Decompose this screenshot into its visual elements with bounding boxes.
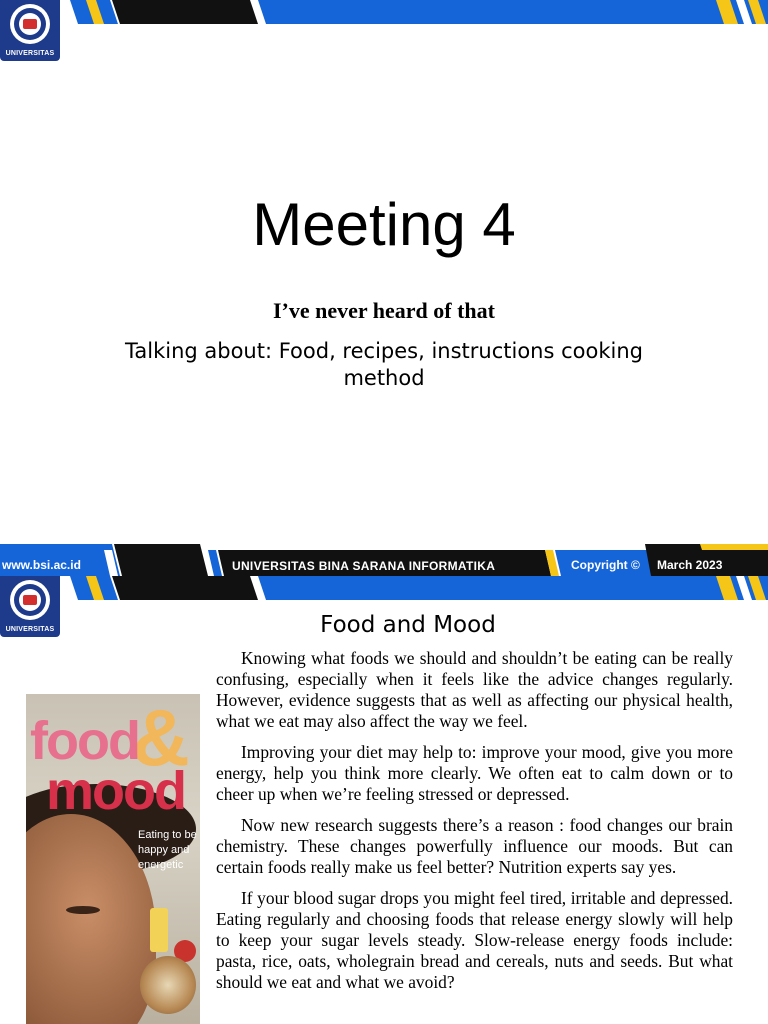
- logo-text: UNIVERSITAS: [5, 626, 55, 633]
- food-and-mood-cover-image: [26, 694, 200, 1024]
- logo-emblem-icon: [9, 3, 51, 45]
- section-title: Food and Mood: [320, 612, 496, 638]
- page-title: Meeting 4: [252, 191, 516, 258]
- footer-url: www.bsi.ac.id: [2, 558, 81, 572]
- top-decorative-band: [0, 0, 768, 24]
- paragraph: Knowing what foods we should and shouldn’t be eating can be really confusing, especially when it feels like the advice changes regularly. However, evidence suggests that as well as affecting our physical health, what we eat may also affect the way we feel.: [216, 648, 733, 731]
- cover-ampersand: &: [132, 694, 190, 782]
- cover-word-food: food: [30, 711, 139, 771]
- top-decorative-band: [0, 576, 768, 600]
- cover-eye: [66, 906, 100, 914]
- cover-juice-glass: [150, 908, 168, 952]
- slide-topic: Talking about: Food, recipes, instructions cooking method: [125, 339, 643, 390]
- footer-copyright: Copyright ©: [571, 558, 640, 572]
- paragraph: Improving your diet may help to: improve your mood, give you more energy, help you think more clearly. We often eat to calm down or to cheer up when we’re feeling stressed or depressed.: [216, 742, 733, 804]
- slide-subtitle: I’ve never heard of that: [273, 298, 495, 323]
- paragraph: If your blood sugar drops you might feel tired, irritable and depressed. Eating regularly and choosing foods that release energy slowly will help to keep your sugar levels steady. Slow-release energy foods include: pasta, rice, oats, wholegrain bread and cereals, nuts and seeds. But what should we eat and what we avoid?: [216, 888, 733, 992]
- cover-cereal-bowl: [140, 956, 196, 1014]
- footer-university: UNIVERSITAS BINA SARANA INFORMATIKA: [232, 559, 496, 573]
- footer-band: [0, 544, 768, 576]
- cover-word-mood: mood: [46, 761, 185, 821]
- university-logo: [0, 0, 60, 61]
- article-body: [216, 648, 733, 1003]
- paragraph: Now new research suggests there’s a reason : food changes our brain chemistry. These changes powerfully influence our moods. But can certain foods really make us feel better? Nutrition experts say yes.: [216, 815, 733, 877]
- footer-date: March 2023: [657, 558, 723, 572]
- cover-tagline: Eating to be happy and energetic: [138, 829, 197, 871]
- slide-2: [0, 576, 768, 1024]
- logo-text: UNIVERSITAS: [5, 50, 55, 57]
